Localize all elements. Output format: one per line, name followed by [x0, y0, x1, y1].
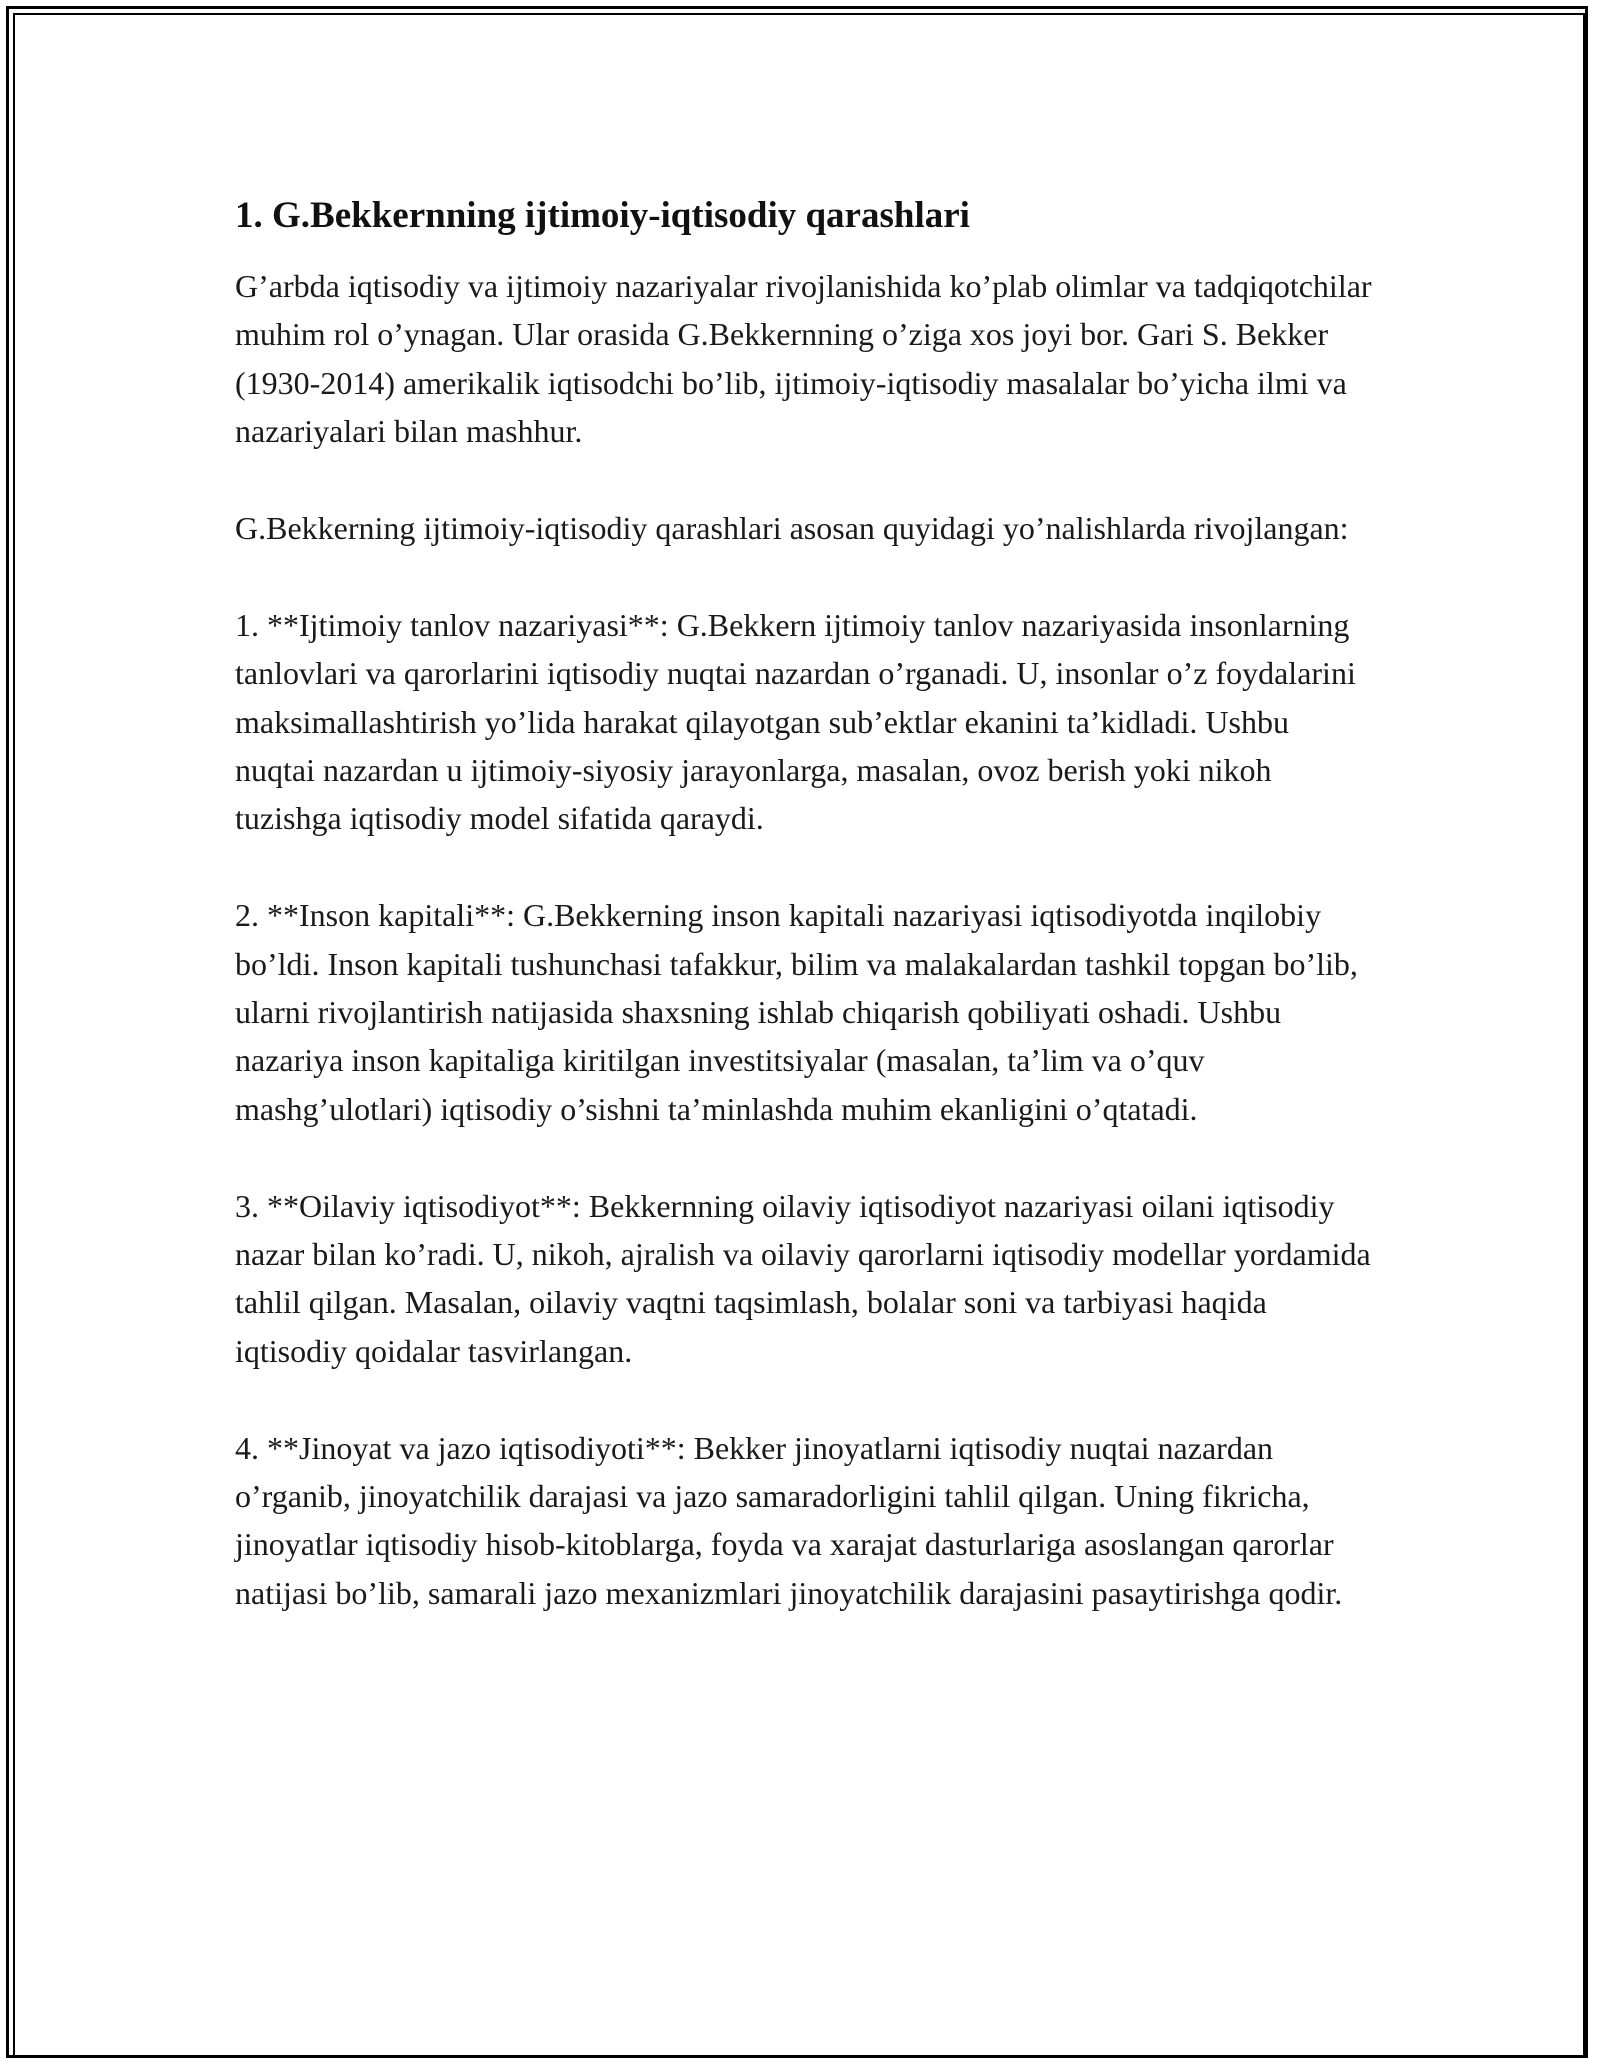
- document-title: 1. G.Bekkernning ijtimoiy-iqtisodiy qarashlari: [235, 195, 970, 236]
- paragraph-human-capital: 2. **Inson kapitali**: G.Bekkerning inson kapitali nazariyasi iqtisodiyotda inqilobiy bo’ldi. Inson kapitali tushunchasi tafakkur, bilim va malakalardan tashkil topgan bo’lib, ularni rivojlantirish natijasida shaxsning ishlab chiqarish qobiliyati oshadi. Ushbu nazariya inson kapitaliga kiritilgan investitsiyalar (masalan, ta’lim va o’quv mashg’ulotlari) iqtisodiy o’sishni ta’minlashda muhim ekanligini o’qtatadi.: [235, 897, 1358, 1127]
- paragraph-crime-economics: 4. **Jinoyat va jazo iqtisodiyoti**: Bekker jinoyatlarni iqtisodiy nuqtai nazardan o’rganib, jinoyatchilik darajasi va jazo samaradorligini tahlil qilgan. Uning fikricha, jinoyatlar iqtisodiy hisob-kitoblarga, foyda va xarajat dasturlariga asoslangan qarorlar natijasi bo’lib, samarali jazo mexanizmlari jinoyatchilik darajasini pasaytirishga qodir.: [235, 1429, 1343, 1611]
- paragraph-family-economics: 3. **Oilaviy iqtisodiyot**: Bekkernning oilaviy iqtisodiyot nazariyasi oilani iqtisodiy nazar bilan ko’radi. U, nikoh, ajralish va oilaviy qarorlarni iqtisodiy modellar yordamida tahlil qilgan. Masalan, oilaviy vaqtni taqsimlash, bolalar soni va tarbiyasi haqida iqtisodiy qoidalar tasvirlangan.: [235, 1187, 1371, 1369]
- paragraph-overview: G.Bekkerning ijtimoiy-iqtisodiy qarashlari asosan quyidagi yo’nalishlarda rivojlangan:: [235, 510, 1349, 547]
- document-page: [235, 192, 1375, 1617]
- paragraph-intro: G’arbda iqtisodiy va ijtimoiy nazariyalar rivojlanishida ko’plab olimlar va tadqiqotchilar muhim rol o’ynagan. Ular orasida G.Bekkernning o’ziga xos joyi bor. Gari S. Bekker (1930-2014) amerikalik iqtisodchi bo’lib, ijtimoiy-iqtisodiy masalalar bo’yicha ilmi va nazariyalari bilan mashhur.: [235, 268, 1372, 450]
- paragraph-social-choice: 1. **Ijtimoiy tanlov nazariyasi**: G.Bekkern ijtimoiy tanlov nazariyasida insonlarning tanlovlari va qarorlarini iqtisodiy nuqtai nazardan o’rganadi. U, insonlar o’z foydalarini maksimallashtirish yo’lida harakat qilayotgan sub’ektlar ekanini ta’kidladi. Ushbu nuqtai nazardan u ijtimoiy-siyosiy jarayonlarga, masalan, ovoz berish yoki nikoh tuzishga iqtisodiy model sifatida qaraydi.: [235, 606, 1356, 837]
